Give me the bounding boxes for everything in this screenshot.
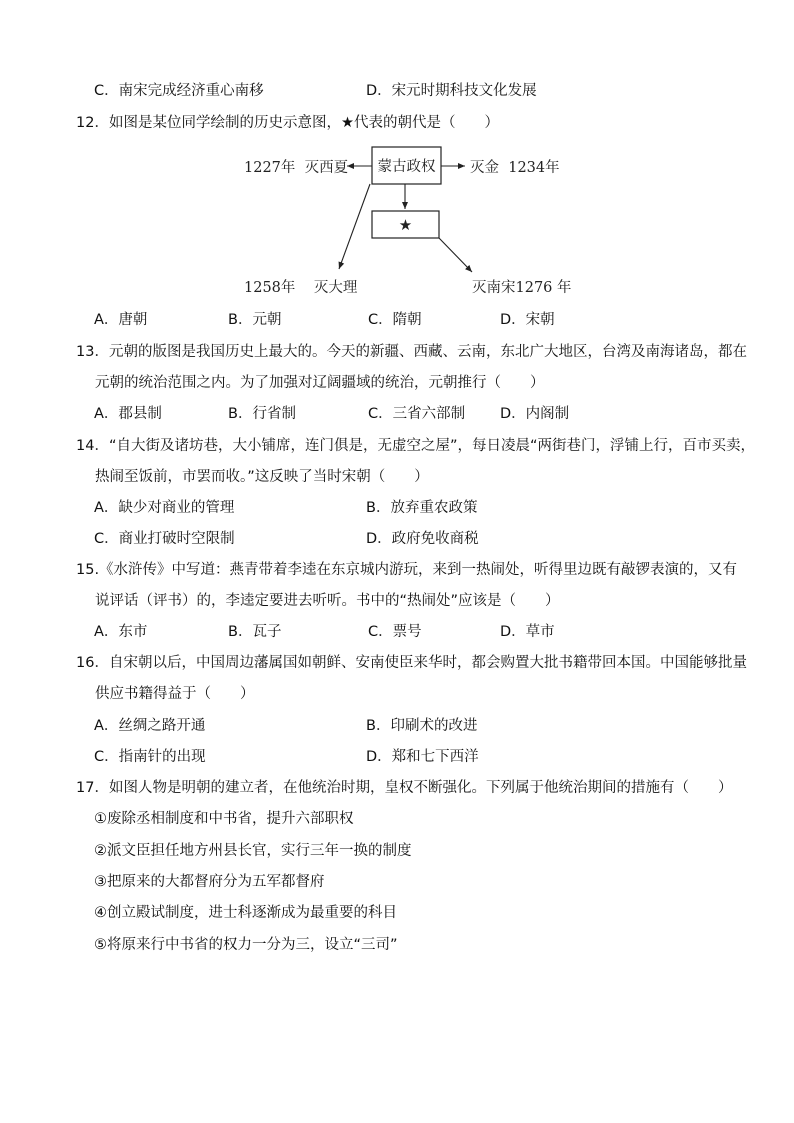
q12-option-d: D．宋朝	[500, 312, 555, 328]
q17-item-5: ⑤将原来行中书省的权力一分为三，设立“三司”	[94, 937, 398, 953]
center-label: 蒙古政权	[377, 159, 436, 175]
q12-option-a: A．唐朝	[94, 312, 148, 328]
label-bottom-left: 1258年 灭大理	[244, 280, 358, 296]
q15-stem-line1: 15.《水浒传》中写道：燕青带着李逵在东京城内游玩，来到一热闹处，听得里边既有敲锣表演的，又有	[76, 562, 738, 578]
q16-stem-line2: 供应书籍得益于（ ）	[95, 686, 255, 702]
q15-option-d: D．草市	[500, 624, 555, 640]
q15-stem-line2: 说评话（评书）的，李逵定要进去听听。书中的“热闹处”应该是（ ）	[95, 593, 560, 609]
q12-option-c: C．隋朝	[368, 312, 422, 328]
q15-option-c: C．票号	[368, 624, 422, 640]
label-left: 1227年 灭西夏	[244, 160, 349, 176]
q12-stem: 12．如图是某位同学绘制的历史示意图，★代表的朝代是（ ）	[76, 115, 499, 131]
q13-stem-line1: 13．元朝的版图是我国历史上最大的。今天的新疆、西藏、云南，东北广大地区，台湾及南海诸岛，都在	[76, 344, 747, 360]
q13-option-a: A．郡县制	[94, 406, 162, 422]
q17-item-1: ①废除丞相制度和中书省，提升六部职权	[94, 811, 354, 827]
q15-option-a: A．东市	[94, 624, 148, 640]
q15-option-b: B．瓦子	[228, 624, 282, 640]
q14-stem-line2: 热闹至饭前，市罢而收。”这反映了当时宋朝（ ）	[95, 469, 429, 485]
label-right: 灭金 1234年	[470, 160, 560, 176]
q16-stem-line1: 16．自宋朝以后，中国周边藩属国如朝鲜、安南使臣来华时，都会购置大批书籍带回本国。中国能够批量	[76, 655, 747, 671]
q13-option-c: C．三省六部制	[368, 406, 466, 422]
q13-option-d: D．内阁制	[500, 406, 570, 422]
q14-option-d: D．政府免收商税	[366, 531, 479, 547]
star-symbol: ★	[398, 216, 413, 234]
q17-stem: 17．如图人物是明朝的建立者，在他统治时期，皇权不断强化。下列属于他统治期间的措施有（ ）	[76, 780, 733, 796]
q13-option-b: B．行省制	[228, 406, 296, 422]
q16-option-d: D．郑和七下西洋	[366, 749, 479, 765]
label-bottom-right: 灭南宋1276 年	[472, 280, 572, 296]
q16-option-b: B．印刷术的改进	[366, 718, 478, 734]
q11-option-c: C．南宋完成经济重心南移	[94, 83, 264, 99]
q16-option-c: C．指南针的出现	[94, 749, 206, 765]
q14-option-c: C．商业打破时空限制	[94, 531, 235, 547]
arrow-bottom-right	[439, 238, 472, 272]
q11-option-d: D．宋元时期科技文化发展	[366, 83, 537, 99]
q14-option-a: A．缺少对商业的管理	[94, 500, 235, 516]
q17-item-3: ③把原来的大都督府分为五军都督府	[94, 874, 325, 890]
q13-stem-line2: 元朝的统治范围之内。为了加强对辽阔疆域的统治，元朝推行（ ）	[95, 375, 545, 391]
q17-item-4: ④创立殿试制度，进士科逐渐成为最重要的科目	[94, 905, 397, 921]
q12-option-b: B．元朝	[228, 312, 282, 328]
q17-item-2: ②派文臣担任地方州县长官，实行三年一换的制度	[94, 843, 412, 859]
q16-option-a: A．丝绸之路开通	[94, 718, 206, 734]
q14-stem-line1: 14．“自大街及诸坊巷，大小铺席，连门俱是，无虚空之屋”，每日凌晨“两街巷门，浮铺上行，百市买卖，	[76, 438, 755, 454]
q14-option-b: B．放弃重农政策	[366, 500, 478, 516]
arrow-bottom-left	[339, 184, 370, 269]
